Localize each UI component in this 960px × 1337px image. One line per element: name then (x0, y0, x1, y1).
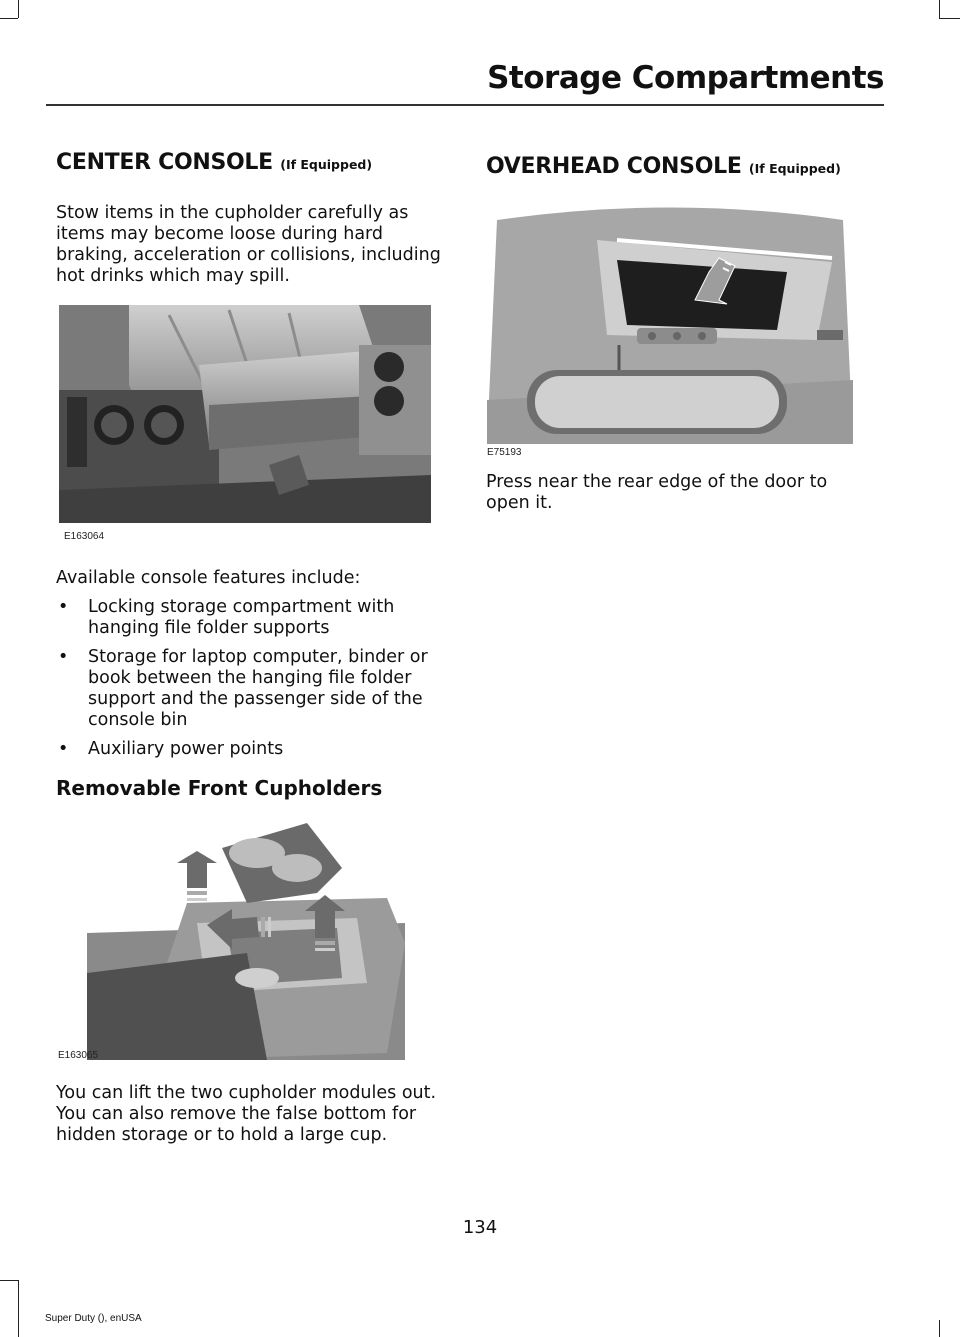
list-item (56, 597, 451, 639)
list-item-text: Locking storage compartment with hanging file folder supports (88, 597, 395, 638)
cupholder-illustration (87, 813, 405, 1060)
crop-mark (939, 18, 960, 19)
figure-code: E163064 (64, 531, 105, 542)
header-rule (46, 104, 884, 106)
heading-text: OVERHEAD CONSOLE (486, 154, 742, 179)
cupholders-subheading: Removable Front Cupholders (56, 776, 383, 800)
overhead-console-text: Press near the rear edge of the door to open it. (486, 472, 828, 513)
figure-code: E163065 (58, 1050, 99, 1061)
bullet: • (58, 597, 69, 617)
features-intro: Available console features include: (56, 568, 361, 588)
console-illustration (59, 305, 431, 523)
footer-text: Super Duty (), enUSA (45, 1313, 142, 1324)
crop-mark (18, 0, 19, 18)
heading-qualifier: (If Equipped) (748, 161, 841, 176)
crop-mark (939, 1320, 940, 1337)
heading-qualifier: (If Equipped) (280, 157, 373, 172)
list-item (56, 739, 451, 760)
cupholders-figure (87, 813, 405, 1060)
list-item-text: Storage for laptop computer, binder or book between the hanging file folder support and the passenger side of the console bin (88, 647, 428, 730)
center-console-figure (59, 305, 431, 523)
features-list (56, 597, 451, 768)
crop-mark (939, 0, 940, 18)
page-title: Storage Compartments (487, 60, 884, 96)
bullet: • (58, 647, 69, 667)
crop-mark (0, 1280, 18, 1281)
bullet: • (58, 739, 69, 759)
overhead-console-figure (487, 200, 853, 444)
crop-mark (18, 1280, 19, 1337)
overhead-illustration (487, 200, 853, 444)
center-console-intro: Stow items in the cupholder carefully as items may become loose during hard braking, acceleration or collisions, including hot drinks which may spill. (56, 203, 441, 286)
heading-text: CENTER CONSOLE (56, 150, 273, 175)
overhead-console-heading (486, 154, 841, 179)
list-item-text: Auxiliary power points (88, 739, 284, 759)
center-console-heading (56, 150, 372, 175)
crop-mark (0, 18, 18, 19)
list-item (56, 647, 451, 731)
figure-code: E75193 (487, 447, 522, 458)
page-number: 134 (462, 1217, 498, 1238)
cupholders-text: You can lift the two cupholder modules out. You can also remove the false bottom for hidden storage or to hold a large cup. (56, 1083, 437, 1145)
